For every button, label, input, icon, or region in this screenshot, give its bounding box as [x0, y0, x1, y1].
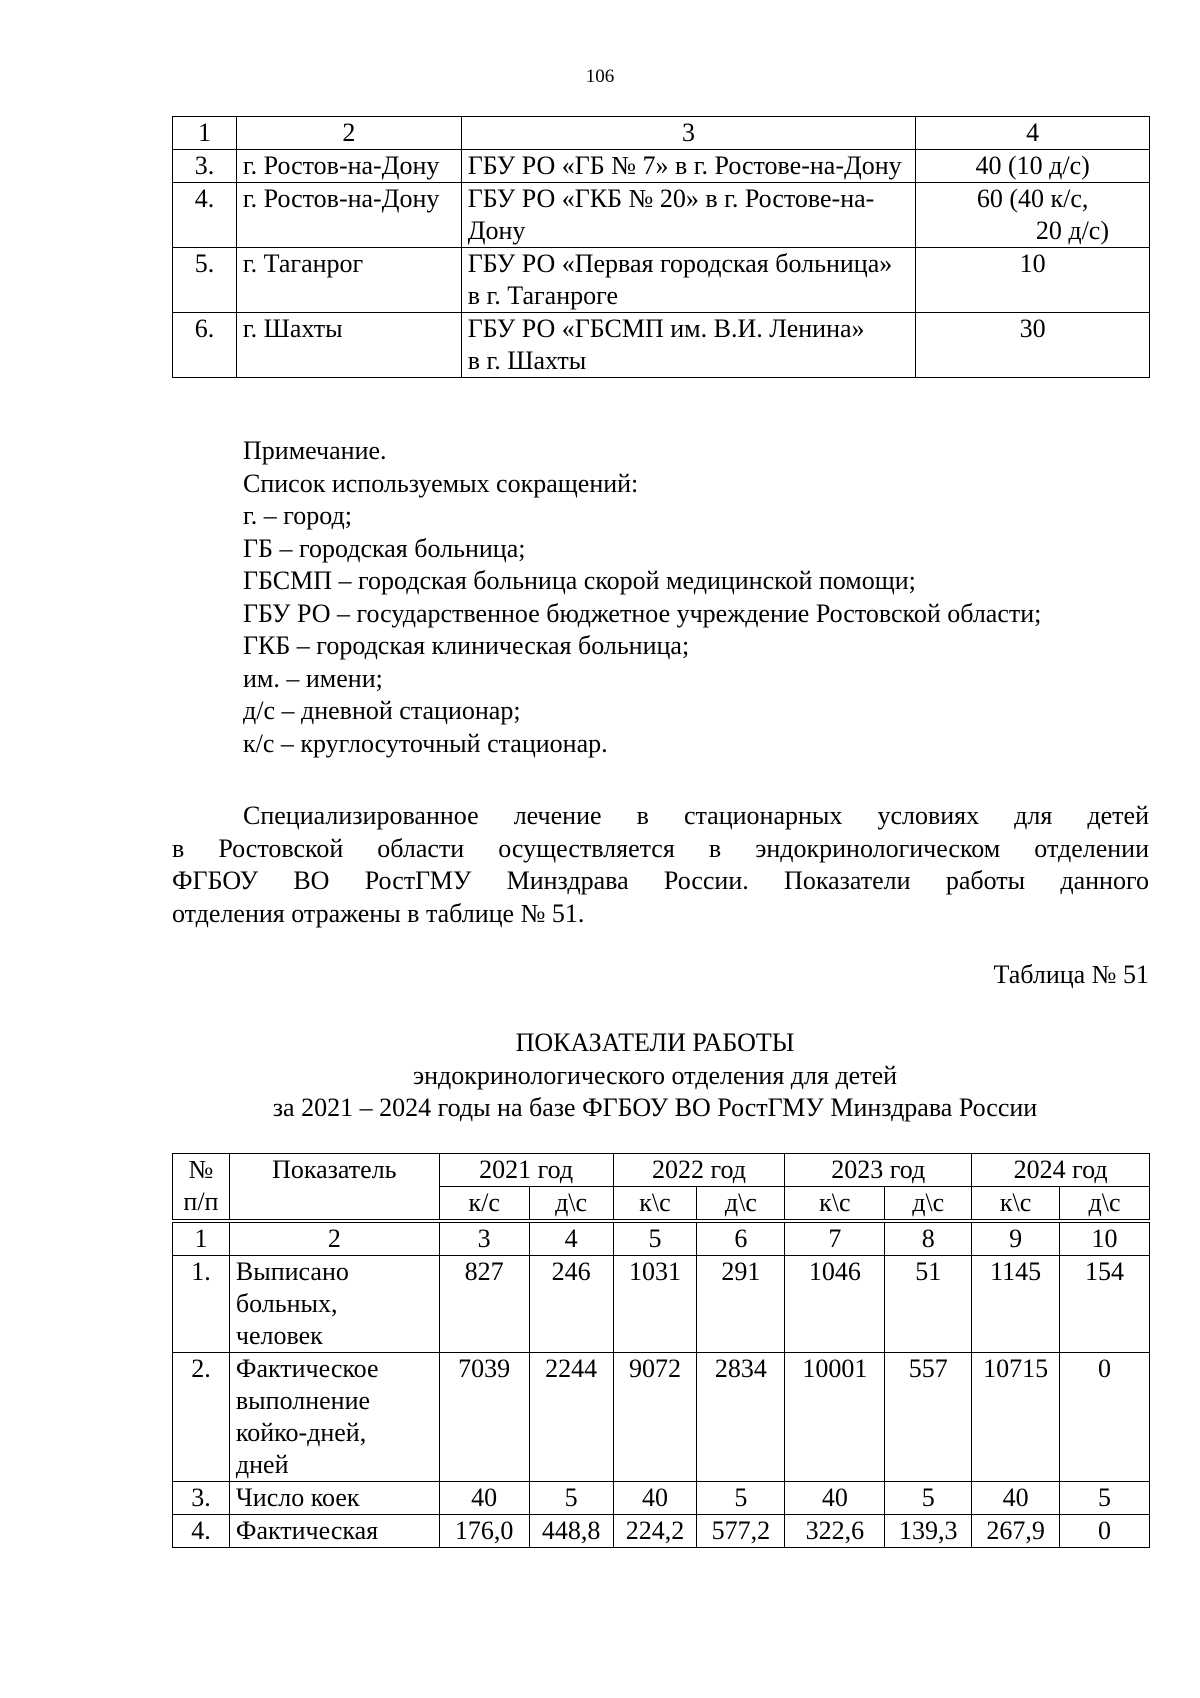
value-cell: 291: [697, 1256, 785, 1353]
table-row: [173, 1482, 1150, 1515]
city-cell: г. Ростов-на-Дону: [236, 183, 461, 248]
table-label: Таблица № 51: [993, 960, 1149, 989]
value-cell: 154: [1060, 1256, 1150, 1353]
year-header: 2023 год: [785, 1154, 972, 1187]
subheader-cell: д\с: [885, 1187, 972, 1222]
row-number: 1.: [173, 1256, 230, 1353]
row-number: 3.: [173, 150, 237, 183]
row-number: 5.: [173, 248, 237, 313]
value-cell: 40: [613, 1482, 697, 1515]
column-number: 8: [885, 1221, 972, 1256]
year-header: 2024 год: [972, 1154, 1150, 1187]
indicator-label: Фактическое выполнение койко-дней, дней: [229, 1353, 439, 1482]
table-header-row: [173, 117, 1150, 150]
subheader-cell: д\с: [697, 1187, 785, 1222]
page-number: 106: [585, 66, 615, 87]
indicators-table: [172, 1153, 1150, 1548]
value-cell: 557: [885, 1353, 972, 1482]
paragraph-line: отделения отражены в таблице № 51.: [172, 898, 585, 928]
abbreviations-note: [243, 435, 1041, 760]
row-number: 4.: [173, 183, 237, 248]
subheader-cell: к\с: [972, 1187, 1060, 1222]
column-number: 1: [173, 1221, 230, 1256]
header-cell: 1: [173, 117, 237, 150]
city-cell: г. Ростов-на-Дону: [236, 150, 461, 183]
note-item: ГКБ – городская клиническая больница;: [243, 631, 690, 660]
header-num-cell: № п/п: [173, 1154, 230, 1222]
institution-cell: ГБУ РО «ГБ № 7» в г. Ростове-на-Дону: [461, 150, 915, 183]
note-subtitle: Список используемых сокращений:: [243, 468, 639, 498]
header-cell: 3: [461, 117, 915, 150]
row-number: 6.: [173, 313, 237, 378]
value-cell: 40: [972, 1482, 1060, 1515]
value-cell: 5: [697, 1482, 785, 1515]
header-indicator-cell: Показатель: [229, 1154, 439, 1222]
note-item: им. – имени;: [243, 663, 383, 693]
value-cell: 2834: [697, 1353, 785, 1482]
table-row: [173, 1256, 1150, 1353]
table-row: [173, 1515, 1150, 1548]
indicator-label: Выписано больных, человек: [229, 1256, 439, 1353]
value-cell: 1046: [785, 1256, 885, 1353]
value-cell: 224,2: [613, 1515, 697, 1548]
beds-cell: 10: [916, 248, 1150, 313]
paragraph-line: в Ростовской области осуществляется в эндокринологическом отделении: [172, 833, 1149, 863]
value-cell: 139,3: [885, 1515, 972, 1548]
beds-cell: 30: [916, 313, 1150, 378]
paragraph-line: Специализированное лечение в стационарных условиях для детей: [243, 801, 1149, 830]
beds-cell: 40 (10 д/с): [916, 150, 1150, 183]
column-number: 6: [697, 1221, 785, 1256]
paragraph-line: ФГБОУ ВО РостГМУ Минздрава России. Показатели работы данного: [172, 866, 1149, 895]
value-cell: 51: [885, 1256, 972, 1353]
value-cell: 246: [529, 1256, 613, 1353]
note-item: д/с – дневной стационар;: [243, 696, 521, 725]
column-number: 9: [972, 1221, 1060, 1256]
note-item: к/с – круглосуточный стационар.: [243, 728, 608, 758]
value-cell: 10715: [972, 1353, 1060, 1482]
table-header-row: [173, 1154, 1150, 1187]
row-number: 2.: [173, 1353, 230, 1482]
caption-line: за 2021 – 2024 годы на базе ФГБОУ ВО РостГМУ Минздрава России: [272, 1093, 1038, 1122]
row-number: 3.: [173, 1482, 230, 1515]
value-cell: 40: [439, 1482, 529, 1515]
value-cell: 448,8: [529, 1515, 613, 1548]
subheader-cell: д\с: [1060, 1187, 1150, 1222]
subheader-cell: к/с: [439, 1187, 529, 1222]
row-number: 4.: [173, 1515, 230, 1548]
indicator-label: Фактическая: [229, 1515, 439, 1548]
column-number: 10: [1060, 1221, 1150, 1256]
column-number: 2: [229, 1221, 439, 1256]
value-cell: 7039: [439, 1353, 529, 1482]
note-title: Примечание.: [243, 436, 387, 465]
year-header: 2022 год: [613, 1154, 785, 1187]
value-cell: 5: [885, 1482, 972, 1515]
value-cell: 176,0: [439, 1515, 529, 1548]
institution-cell: ГБУ РО «ГКБ № 20» в г. Ростове-на- Дону: [461, 183, 915, 248]
value-cell: 0: [1060, 1353, 1150, 1482]
city-cell: г. Шахты: [236, 313, 461, 378]
value-cell: 9072: [613, 1353, 697, 1482]
value-cell: 10001: [785, 1353, 885, 1482]
value-cell: 0: [1060, 1515, 1150, 1548]
subheader-cell: к\с: [613, 1187, 697, 1222]
value-cell: 5: [529, 1482, 613, 1515]
table-row: [173, 150, 1150, 183]
table-row: [173, 248, 1150, 313]
subheader-cell: к\с: [785, 1187, 885, 1222]
caption-line: эндокринологического отделения для детей: [412, 1060, 898, 1090]
note-item: ГБСМП – городская больница скорой медицинской помощи;: [243, 566, 916, 595]
value-cell: 827: [439, 1256, 529, 1353]
header-cell: 4: [916, 117, 1150, 150]
value-cell: 2244: [529, 1353, 613, 1482]
value-cell: 1145: [972, 1256, 1060, 1353]
city-cell: г. Таганрог: [236, 248, 461, 313]
subheader-cell: д\с: [529, 1187, 613, 1222]
column-number: 7: [785, 1221, 885, 1256]
indicator-label: Число коек: [229, 1482, 439, 1515]
header-cell: 2: [236, 117, 461, 150]
value-cell: 1031: [613, 1256, 697, 1353]
note-item: ГБУ РО – государственное бюджетное учреждение Ростовской области;: [243, 598, 1042, 628]
value-cell: 40: [785, 1482, 885, 1515]
column-number: 3: [439, 1221, 529, 1256]
note-item: ГБ – городская больница;: [243, 533, 526, 563]
table-row: [173, 313, 1150, 378]
value-cell: 577,2: [697, 1515, 785, 1548]
value-cell: 5: [1060, 1482, 1150, 1515]
body-paragraph: [172, 800, 1149, 930]
note-item: г. – город;: [243, 501, 352, 530]
value-cell: 267,9: [972, 1515, 1060, 1548]
institution-cell: ГБУ РО «ГБСМП им. В.И. Ленина» в г. Шахты: [461, 313, 915, 378]
hospitals-table: [172, 116, 1150, 378]
table-row: [173, 1353, 1150, 1482]
caption-title: ПОКАЗАТЕЛИ РАБОТЫ: [515, 1028, 795, 1057]
column-number: 5: [613, 1221, 697, 1256]
institution-cell: ГБУ РО «Первая городская больница» в г. Таганроге: [461, 248, 915, 313]
beds-cell: 60 (40 к/с, 20 д/с): [916, 183, 1150, 248]
column-number: 4: [529, 1221, 613, 1256]
table-caption: [0, 1027, 1200, 1125]
table-row: [173, 183, 1150, 248]
year-header: 2021 год: [439, 1154, 613, 1187]
column-number-row: [173, 1221, 1150, 1256]
value-cell: 322,6: [785, 1515, 885, 1548]
